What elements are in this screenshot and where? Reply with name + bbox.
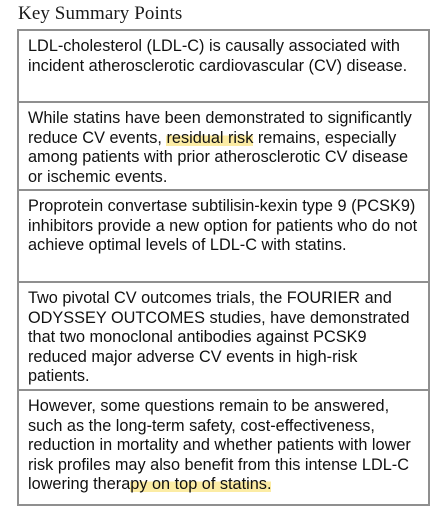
highlighted-text: py on top of statins. — [130, 475, 272, 494]
summary-point-1 — [19, 31, 428, 101]
summary-point-text: While statins have been demonstrated to significantly reduce CV events, residual risk remains, especially among patients with prior atherosclerotic CV disease or ischemic events. — [28, 109, 412, 186]
summary-point-text: LDL-cholesterol (LDL-C) is causally associated with incident atherosclerotic cardiovascular (CV) disease. — [28, 37, 408, 75]
summary-point-text: Two pivotal CV outcomes trials, the FOURIER and ODYSSEY OUTCOMES studies, have demonstrated that two monoclonal antibodies against PCSK9 reduced major adverse CV events in high-risk patients. — [28, 289, 410, 386]
summary-points-table — [17, 29, 430, 506]
summary-point-2 — [19, 101, 428, 189]
summary-point-text: However, some questions remain to be answered, such as the long-term safety, cost-effectiveness, reduction in mortality and whether patients with lower risk profiles may also benefit from this intense LDL-C lowering therapy on top of statins. — [28, 397, 411, 494]
summary-point-4 — [19, 281, 428, 389]
highlighted-text: residual risk — [166, 128, 254, 147]
summary-point-text: Proprotein convertase subtilisin-kexin type 9 (PCSK9) inhibitors provide a new option for patients who do not achieve optimal levels of LDL-C with statins. — [28, 197, 418, 255]
summary-point-5 — [19, 389, 428, 504]
page-title: Key Summary Points — [18, 3, 183, 24]
summary-point-3 — [19, 189, 428, 281]
